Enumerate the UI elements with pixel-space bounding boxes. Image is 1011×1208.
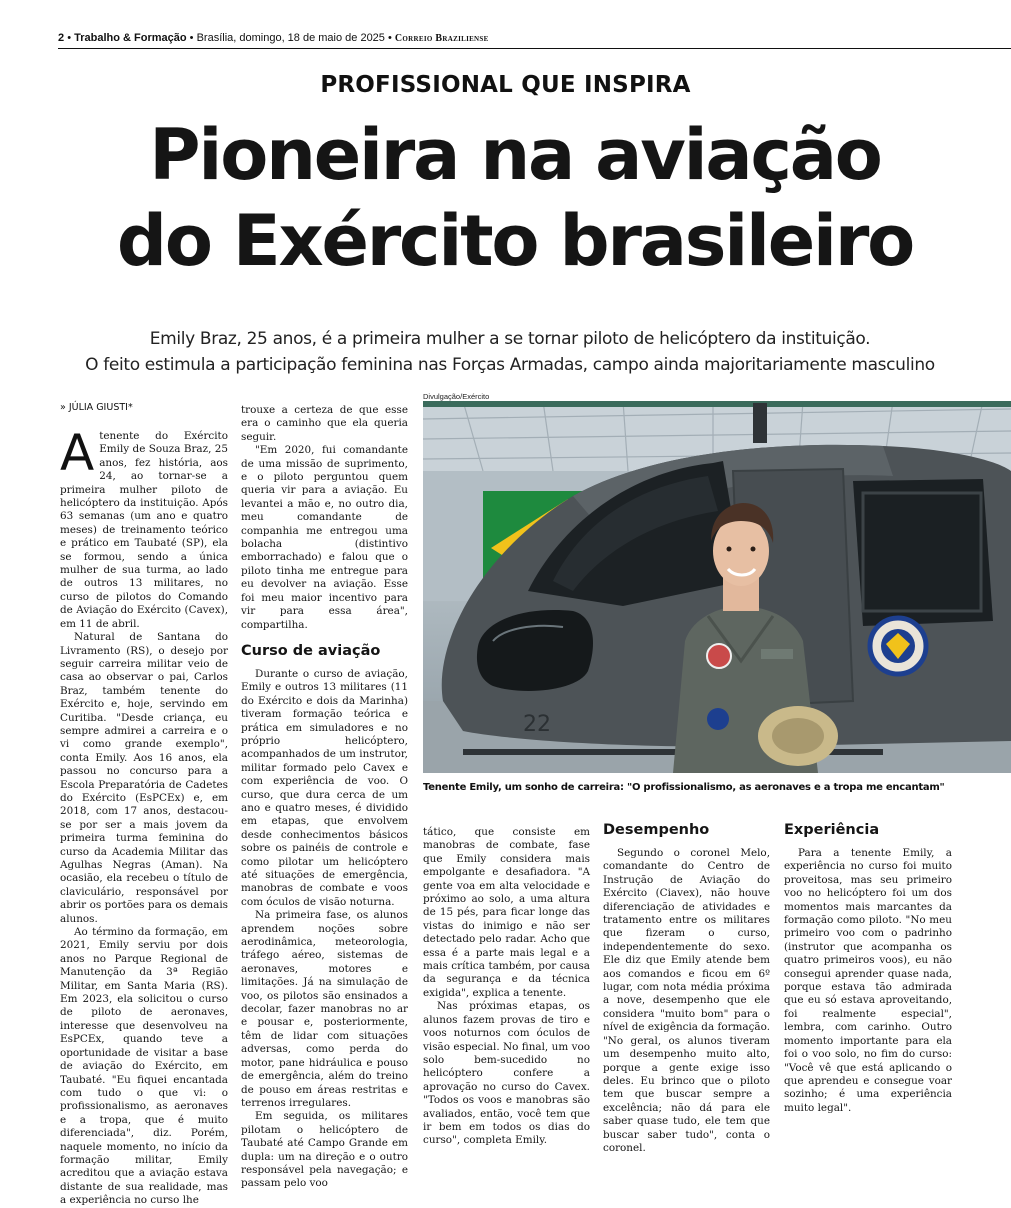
article-paragraph: Em seguida, os militares pilotam o helicóptero de Taubaté até Campo Grande em dupla: um na direção e o outro responsável pela navegação; e passam pelo voo [241, 1110, 408, 1190]
article-paragraph: Natural de Santana do Livramento (RS), o desejo por seguir carreira militar veio de casa ao observar o pai, Carlos Braz, também tenente do Exército e, hoje, servindo em Curitiba. "Desde criança, eu sempre admirei a carreira e o vi como grande exemplo", conta Emily. Aos 16 anos, ela passou no concurso para a Escola Preparatória de Cadetes do Exército (EsPCEx) e, em 2018, com 17 anos, destacou-se por ser a mais jovem da primeira turma feminina do curso da Academia Militar das Agulhas Negras (Aman). Na ocasião, ela recebeu o título de claviculário, responsável por abrir os portões para os demais alunos. [60, 631, 228, 925]
subheadline-line-2: O feito estimula a participação feminina nas Forças Armadas, campo ainda majoritariamente masculino [85, 355, 935, 375]
dateline: Brasília, domingo, 18 de maio de 2025 [196, 32, 385, 44]
page-header: 2 • Trabalho & Formação • Brasília, domingo, 18 de maio de 2025 • Correio Braziliense [58, 32, 489, 44]
photo-caption: Tenente Emily, um sonho de carreira: "O profissionalismo, as aeronaves e a tropa me encantam" [423, 782, 945, 793]
article-paragraph: trouxe a certeza de que esse era o caminho que ela queria seguir. [241, 404, 408, 443]
article-paragraph: Durante o curso de aviação, Emily e outros 13 militares (11 do Exército e dois da Marinha) tiveram formação teórica e prática em simuladores e no próprio helicóptero, acompanhados de um instrutor, militar formado pelo Cavex e com experiência de voo. O curso, que dura cerca de um ano e quatro meses, é dividido em etapas, que envolvem desde conhecimentos básicos sobre os painéis de controle e como pilotar um helicóptero até situações de emergência, manobras de combate e voos com óculos de visão noturna. [241, 667, 408, 908]
article-column-4 [603, 817, 770, 1155]
byline: » JÚLIA GIUSTI* [60, 402, 133, 413]
article-column-2 [241, 404, 408, 1191]
section-heading-experiencia: Experiência [784, 822, 880, 838]
article-paragraph: Para a tenente Emily, a experiência no curso foi muito proveitosa, mas seu primeiro voo no helicóptero foi um dos momentos mais marcantes da formação como piloto. "No meu primeiro voo com o padrinho (instrutor que acompanha os quatro primeiros voos), eu não consegui aprender quase nada, porque estava tão admirada que eu só estava aproveitando, foi realmente especial", lembra, com carinho. Outro momento importante para ela foi o voo solo, no fim do curso: "Você vê que está aplicando o que aprendeu e consegue voar sozinho; é uma experiência muito legal". [784, 847, 952, 1114]
headline-line-1: Pioneira na aviação [149, 114, 881, 196]
header-divider [58, 48, 1011, 49]
section-heading-desempenho: Desempenho [603, 822, 710, 838]
kicker: PROFISSIONAL QUE INSPIRA [320, 72, 691, 98]
subheadline-line-1: Emily Braz, 25 anos, é a primeira mulher a se tornar piloto de helicóptero da instituição. [149, 329, 871, 349]
page-number: 2 [58, 32, 65, 44]
article-paragraph: Atenente do Exército Emily de Souza Braz, 25 anos, fez história, aos 24, ao tornar-se a primeira mulher piloto de helicóptero da instituição. Após 63 semanas (um ano e quatro meses) de treinamento teórico e prático em Taubaté (SP), ela se formou, sendo a única mulher de sua turma, ao lado de outros 13 militares, no curso de pilotos do Comando de Aviação do Exército (Cavex), em 11 de abril. [60, 424, 228, 630]
article-paragraph: Nas próximas etapas, os alunos fazem provas de tiro e voos noturnos com óculos de visão especial. No final, um voo solo bem-sucedido no helicóptero confere a aprovação no curso do Cavex. "Todos os voos e manobras são avaliados, então, você tem que ir bem em todos os dias do curso", completa Emily. [423, 1000, 590, 1147]
article-column-1 [60, 424, 228, 1208]
tail-number-text: 22 [523, 712, 551, 737]
newspaper-brand: Correio Braziliense [394, 33, 489, 44]
article-paragraph: Ao término da formação, em 2021, Emily serviu por dois anos no Parque Regional de Manutenção da 3ª Região Militar, em Santa Maria (RS). Em 2023, ela solicitou o curso de piloto de aeronaves, interesse que desenvolveu na EsPCEx, quando teve a oportunidade de visitar a base de aviação do Exército, em Taubaté. "Eu fiquei encantada com tudo o que vi: o profissionalismo, as aeronaves e a tropa, que é muito diferenciada", diz. Porém, naquele momento, no início da formação militar, Emily acreditou que a aviação estava distante de sua realidade, mas a experiência no curso lhe [60, 926, 228, 1207]
article-paragraph: Na primeira fase, os alunos aprendem noções sobre aerodinâmica, meteorologia, tráfego aéreo, sistemas de aeronaves, motores e limitações. Já na simulação de voo, os pilotos são ensinados a decolar, fazer manobras no ar e pousar e, posteriormente, têm de lidar com situações adversas, como perda do motor, pane hidráulica e pouso de emergência, além do treino de pouso em áreas restritas e terrenos irregulares. [241, 909, 408, 1109]
article-paragraph: tático, que consiste em manobras de combate, fase que Emily considera mais empolgante e desafiadora. "A gente voa em alta velocidade e próximo ao solo, a uma altura de 15 pés, para ficar longe das vistas do inimigo e não ser detectado pelo radar. Acho que essa é a parte mais legal e a mais crítica também, por causa da segurança e da técnica exigida", explica a tenente. [423, 826, 590, 999]
helicopter-photo [423, 401, 1011, 773]
photo-credit: Divulgação/Exército [423, 392, 490, 401]
helicopter-illustration [423, 401, 1011, 773]
section-heading-curso: Curso de aviação [241, 642, 381, 659]
section-name: Trabalho & Formação [74, 32, 187, 44]
article-paragraph: Segundo o coronel Melo, comandante do Centro de Instrução de Aviação do Exército (Ciavex), não houve diferenciação de atividades e tratamento entre os militares que fizeram o curso, independentemente do sexo. Ele diz que Emily atende bem aos comandos e ficou em 6º lugar, com nota média próxima a nove, desempenho que ele considera "muito bom" para o nível de exigência da formação. "No geral, os alunos tiveram um desempenho muito alto, porque a gente exige isso deles. Eu brinco que o piloto tem que buscar sempre a excelência; não dá para ele saber quase tudo, ele tem que buscar saber tudo", conta o coronel. [603, 847, 770, 1154]
article-paragraph: "Em 2020, fui comandante de uma missão de suprimento, e o piloto perguntou quem queria vir para a aviação. Eu levantei a mão e, no outro dia, meu comandante de companhia me entregou uma bolacha (distintivo emborrachado) e falou que o piloto tinha me entregue para eu devolver na aviação. Esse foi meu maior incentivo para vir para essa área", compartilha. [241, 444, 408, 631]
headline [70, 112, 960, 284]
headline-line-2: do Exército brasileiro [116, 200, 914, 282]
drop-cap: A [60, 424, 95, 482]
article-column-5 [784, 817, 952, 1115]
subheadline [40, 326, 980, 378]
article-column-3 [423, 826, 590, 1148]
